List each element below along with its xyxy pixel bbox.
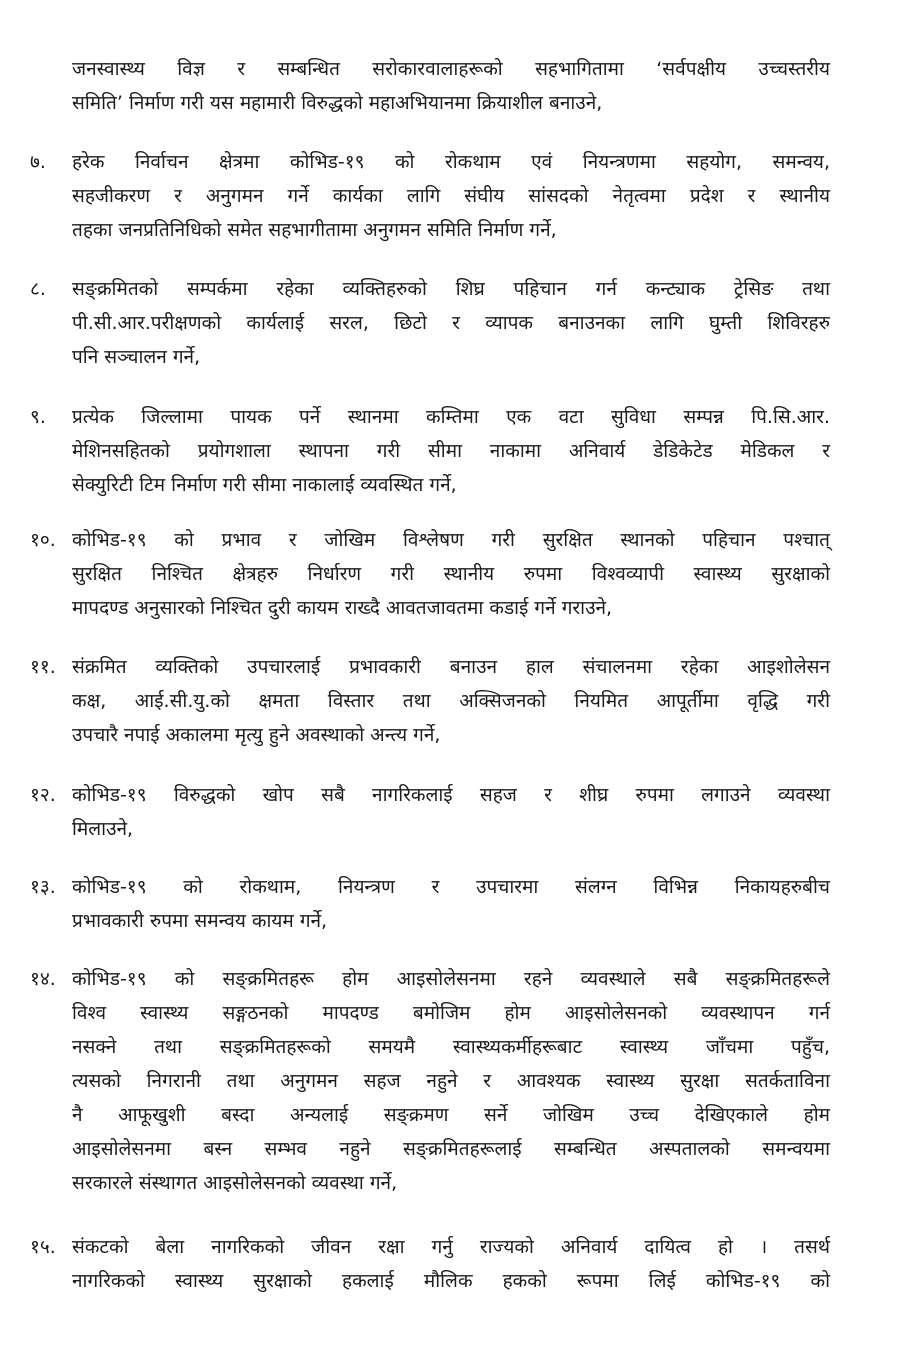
text-line: कोभिड-१९ को सङ्क्रमितहरू होम आइसोलेसनमा रहने व्यवस्थाले सबै सङ्क्रमितहरूले <box>72 968 830 990</box>
text-line: कक्ष, आई.सी.यु.को क्षमता विस्तार तथा अक्सिजनको नियमित आपूर्तीमा वृद्धि गरी <box>72 690 830 712</box>
text-line: तहका जनप्रतिनिधिको समेत सहभागीतामा अनुगमन समिति निर्माण गर्ने, <box>72 219 557 241</box>
list-item-10 <box>30 523 830 625</box>
text-line: त्यसको निगरानी तथा अनुगमन सहज नहुने र आवश्यक स्वास्थ्य सुरक्षा सतर्कताविना <box>72 1070 830 1092</box>
text-line: सरकारले संस्थागत आइसोलेसनको व्यवस्था गर्ने, <box>72 1172 398 1194</box>
list-item-7 <box>30 145 830 247</box>
list-item-9 <box>30 400 830 502</box>
item-number: ७. <box>30 151 46 173</box>
text-line: मापदण्ड अनुसारको निश्चित दुरी कायम राख्दै आवतजावतमा कडाई गर्ने गराउने, <box>72 597 613 619</box>
list-item-8 <box>30 272 830 374</box>
text-line: संक्रमित व्यक्तिको उपचारलाई प्रभावकारी बनाउन हाल संचालनमा रहेका आइशोलेसन <box>72 656 830 678</box>
list-item-12 <box>30 778 830 846</box>
item-number: १३. <box>30 876 56 898</box>
text-line: कोभिड-१९ विरुद्धको खोप सबै नागरिकलाई सहज र शीघ्र रुपमा लगाउने व्यवस्था <box>72 784 830 806</box>
text-line: हरेक निर्वाचन क्षेत्रमा कोभिड-१९ को रोकथाम एवं नियन्त्रणमा सहयोग, समन्वय, <box>72 151 830 173</box>
text-line: कोभिड-१९ को रोकथाम, नियन्त्रण र उपचारमा संलग्न विभिन्न निकायहरुबीच <box>72 876 830 898</box>
text-line: सहजीकरण र अनुगमन गर्ने कार्यका लागि संघीय सांसदको नेतृत्वमा प्रदेश र स्थानीय <box>72 185 830 207</box>
item-number: ११. <box>30 656 56 678</box>
text-line: विश्व स्वास्थ्य सङ्गठनको मापदण्ड बमोजिम होम आइसोलेसनको व्यवस्थापन गर्न <box>72 1002 830 1024</box>
text-line: समिति’ निर्माण गरी यस महामारी विरुद्धको महाअभियानमा क्रियाशील बनाउने, <box>72 92 603 114</box>
text-line: मेशिनसहितको प्रयोगशाला स्थापना गरी सीमा नाकामा अनिवार्य डेडिकेटेड मेडिकल र <box>72 440 830 462</box>
item-number: १०. <box>30 529 56 551</box>
intro-indent <box>30 52 72 120</box>
text-line: नै आफूखुशी बस्दा अन्यलाई सङ्क्रमण सर्ने जोखिम उच्च देखिएकाले होम <box>72 1104 830 1126</box>
list-item-15 <box>30 1230 830 1298</box>
intro-paragraph <box>30 52 830 120</box>
text-line: सेक्युरिटी टिम निर्माण गरी सीमा नाकालाई व्यवस्थित गर्ने, <box>72 474 457 496</box>
list-item-14 <box>30 962 830 1200</box>
text-line: नसक्ने तथा सङ्क्रमितहरूको समयमै स्वास्थ्यकर्मीहरूबाट स्वास्थ्य जाँचमा पहुँच, <box>72 1036 830 1058</box>
text-line: आइसोलेसनमा बस्न सम्भव नहुने सङ्क्रमितहरूलाई सम्बन्धित अस्पतालको समन्वयमा <box>72 1138 830 1160</box>
item-number: १२. <box>30 784 56 806</box>
text-line: पनि सञ्चालन गर्ने, <box>72 346 201 368</box>
item-number: ९. <box>30 406 46 428</box>
text-line: कोभिड-१९ को प्रभाव र जोखिम विश्लेषण गरी सुरक्षित स्थानको पहिचान पश्चात् <box>72 529 830 551</box>
text-line: पी.सी.आर.परीक्षणको कार्यलाई सरल, छिटो र व्यापक बनाउनका लागि घुम्ती शिविरहरु <box>72 312 830 334</box>
text-line: जनस्वास्थ्य विज्ञ र सम्बन्धित सरोकारवालाहरूको सहभागितामा ‘सर्वपक्षीय उच्चस्तरीय <box>72 58 830 80</box>
list-item-13 <box>30 870 830 938</box>
item-number: ८. <box>30 278 46 300</box>
text-line: सङ्क्रमितको सम्पर्कमा रहेका व्यक्तिहरुको शिघ्र पहिचान गर्न कन्ट्याक ट्रेसिङ तथा <box>72 278 830 300</box>
list-item-11 <box>30 650 830 752</box>
text-line: प्रत्येक जिल्लामा पायक पर्ने स्थानमा कम्तिमा एक वटा सुविधा सम्पन्न पि.सि.आर. <box>72 406 830 428</box>
text-line: संकटको बेला नागरिकको जीवन रक्षा गर्नु राज्यको अनिवार्य दायित्व हो । तसर्थ <box>72 1236 830 1258</box>
text-line: प्रभावकारी रुपमा समन्वय कायम गर्ने, <box>72 910 328 932</box>
text-line: मिलाउने, <box>72 818 134 840</box>
text-line: सुरक्षित निश्चित क्षेत्रहरु निर्धारण गरी स्थानीय रुपमा विश्वव्यापी स्वास्थ्य सुरक्षाको <box>72 563 830 585</box>
item-number: १४. <box>30 968 56 990</box>
item-number: १५. <box>30 1236 56 1258</box>
text-line: उपचारै नपाई अकालमा मृत्यु हुने अवस्थाको अन्त्य गर्ने, <box>72 724 441 746</box>
text-line: नागरिकको स्वास्थ्य सुरक्षाको हकलाई मौलिक हकको रूपमा लिई कोभिड-१९ को <box>72 1270 830 1292</box>
